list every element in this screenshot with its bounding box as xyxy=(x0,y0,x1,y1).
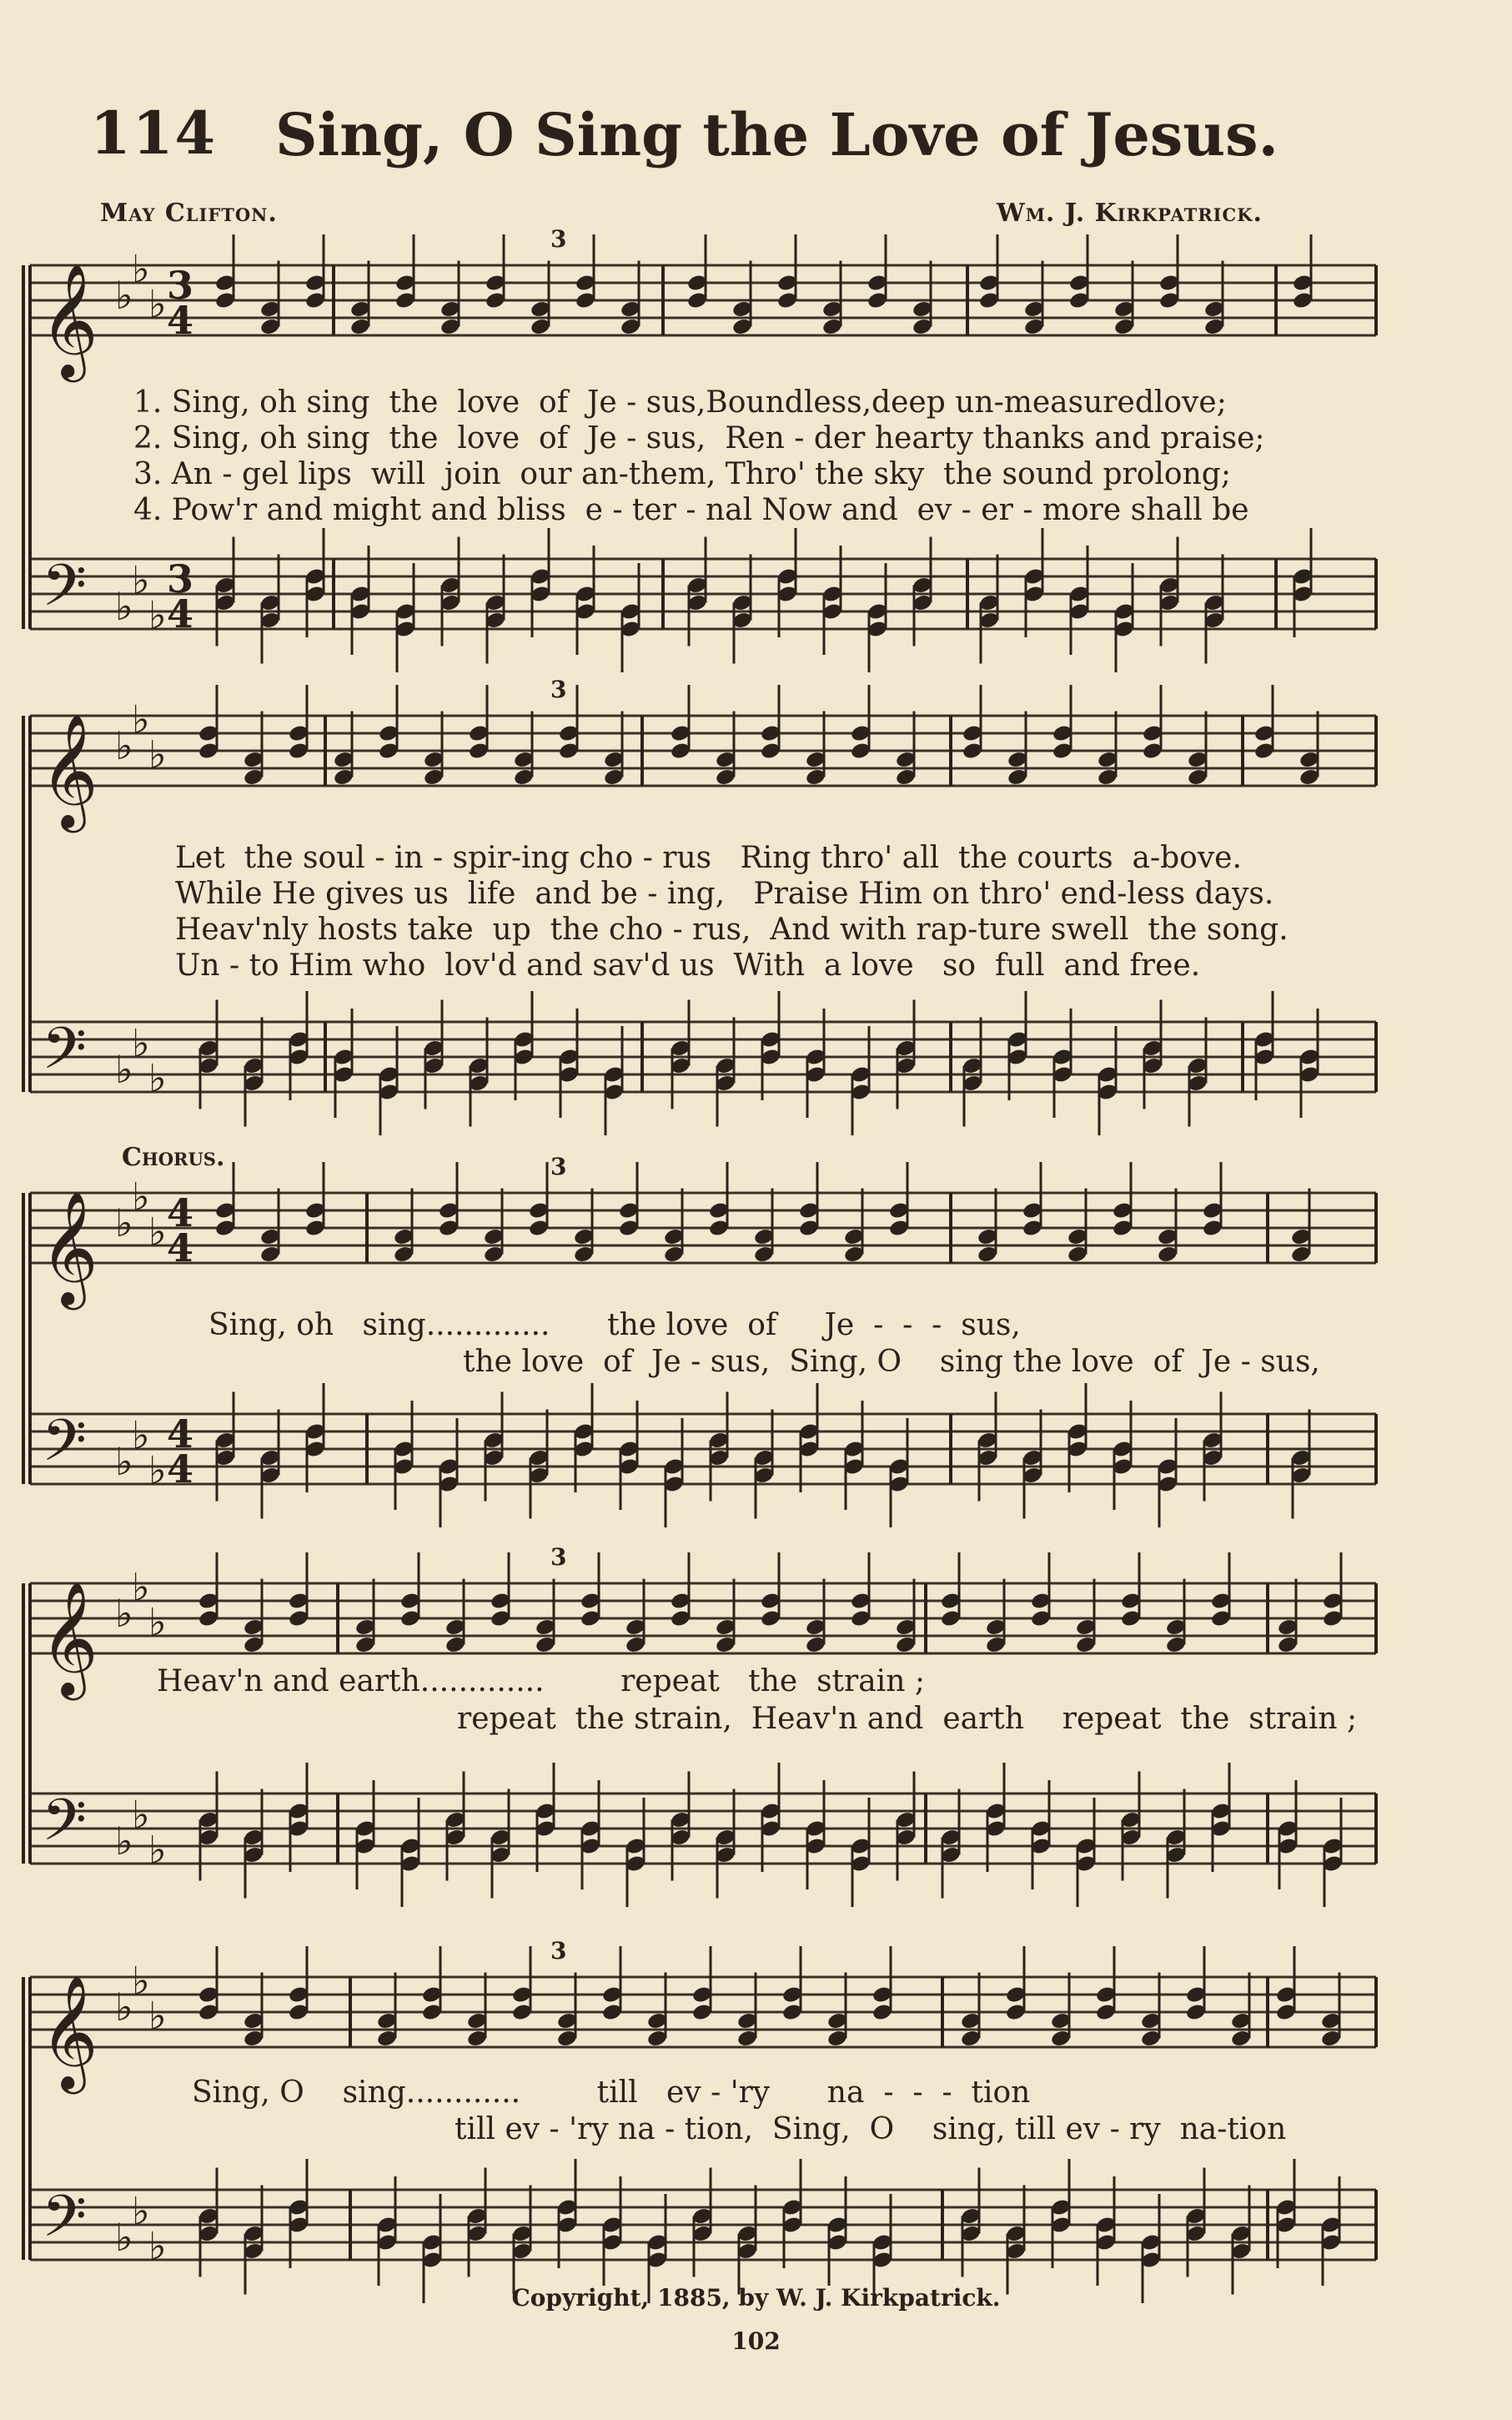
flat-icon: ♭ xyxy=(115,723,133,768)
flat-icon: ♭ xyxy=(148,732,167,777)
flat-icon: ♭ xyxy=(148,1599,167,1645)
triplet-mark: 3 xyxy=(550,1153,567,1180)
hymn-title: Sing, O Sing the Love of Jesus. xyxy=(275,100,1278,169)
flat-icon: ♭ xyxy=(132,557,150,603)
flat-icon: ♭ xyxy=(115,1047,133,1092)
chorus-lyric-2-lower: repeat the strain, Heav'n and earth repeat the strain ; xyxy=(457,1702,1358,1736)
verse-2-line-2: While He gives us life and be - ing, Praise Him on thro' end-less days. xyxy=(175,877,1274,911)
bass-clef-icon: 𝄢 xyxy=(42,551,88,633)
flat-icon: ♭ xyxy=(132,1958,150,2004)
bass-clef-icon: 𝄢 xyxy=(42,1406,88,1488)
verse-1-line-1: 1. Sing, oh sing the love of Je - sus,Boundless,deep un-measuredlove; xyxy=(133,385,1227,420)
copyright-notice: Copyright, 1885, by W. J. Kirkpatrick. xyxy=(511,2284,1001,2312)
flat-icon: ♭ xyxy=(115,584,133,629)
flat-icon: ♭ xyxy=(115,1985,133,2030)
bass-clef-icon: 𝄢 xyxy=(42,1786,88,1868)
flat-icon: ♭ xyxy=(148,1209,167,1255)
chorus-lyric-3-upper: Sing, O sing............ till ev - 'ry na - - - tion xyxy=(192,2075,1031,2110)
flat-icon: ♭ xyxy=(115,1200,133,1245)
flat-icon: ♭ xyxy=(132,2188,150,2234)
time-signature-top: 3 xyxy=(167,263,194,308)
verse-1-line-2: Let the soul - in - spir-ing cho - rus Ring thro' all the courts a-bove. xyxy=(175,841,1242,875)
flat-icon: ♭ xyxy=(148,592,167,638)
flat-icon: ♭ xyxy=(115,1591,133,1636)
verse-4-line-1: 4. Pow'r and might and bliss e - ter - nal Now and ev - er - more shall be xyxy=(133,493,1249,527)
flat-icon: ♭ xyxy=(148,281,167,327)
verse-3-line-2: Heav'nly hosts take up the cho - rus, And with rap-ture swell the song. xyxy=(175,913,1288,947)
verse-3-line-1: 3. An - gel lips will join our an-them, Thro' the sky the sound prolong; xyxy=(133,457,1231,491)
flat-icon: ♭ xyxy=(115,1439,133,1484)
bass-clef-icon: 𝄢 xyxy=(42,1014,88,1096)
verse-2-line-1: 2. Sing, oh sing the love of Je - sus, Ren - der hearty thanks and praise; xyxy=(133,421,1265,455)
chorus-lyric-1-lower: the love of Je - sus, Sing, O sing the love of Je - sus, xyxy=(463,1345,1320,1379)
time-signature-top: 4 xyxy=(167,1190,194,1235)
bass-clef-icon: 𝄢 xyxy=(42,2182,88,2264)
treble-clef-icon: 𝄞 xyxy=(40,1580,98,1695)
composer-credit: Wm. J. Kirkpatrick. xyxy=(997,199,1263,228)
flat-icon: ♭ xyxy=(132,1174,150,1220)
flat-icon: ♭ xyxy=(148,1827,167,1873)
time-signature-top: 3 xyxy=(167,556,194,601)
triplet-mark: 3 xyxy=(550,676,567,703)
time-signature-bottom: 4 xyxy=(167,591,194,636)
flat-icon: ♭ xyxy=(148,2223,167,2269)
flat-icon: ♭ xyxy=(148,1993,167,2039)
chorus-lyric-2-upper: Heav'n and earth............. repeat the strain ; xyxy=(157,1664,925,1698)
flat-icon: ♭ xyxy=(132,697,150,742)
flat-icon: ♭ xyxy=(132,1020,150,1066)
flat-icon: ♭ xyxy=(115,273,133,318)
treble-clef-icon: 𝄞 xyxy=(40,1190,98,1305)
verse-4-line-2: Un - to Him who lov'd and sav'd us With a love so full and free. xyxy=(175,948,1201,983)
chorus-label: Chorus. xyxy=(122,1143,225,1172)
triplet-mark: 3 xyxy=(550,225,567,253)
treble-clef-icon: 𝄞 xyxy=(40,712,98,828)
treble-clef-icon: 𝄞 xyxy=(40,1974,98,2089)
flat-icon: ♭ xyxy=(132,1792,150,1838)
time-signature-bottom: 4 xyxy=(167,298,194,343)
flat-icon: ♭ xyxy=(132,1564,150,1610)
flat-icon: ♭ xyxy=(132,1412,150,1458)
chorus-lyric-1-upper: Sing, oh sing............. the love of Je - - - sus, xyxy=(208,1308,1021,1342)
flat-icon: ♭ xyxy=(148,1447,167,1493)
chorus-lyric-3-lower: till ev - 'ry na - tion, Sing, O sing, till ev - ry na-tion xyxy=(455,2112,1287,2146)
flat-icon: ♭ xyxy=(115,2215,133,2260)
triplet-mark: 3 xyxy=(550,1937,567,1965)
triplet-mark: 3 xyxy=(550,1543,567,1571)
time-signature-top: 4 xyxy=(167,1411,194,1457)
treble-clef-icon: 𝄞 xyxy=(40,262,98,377)
flat-icon: ♭ xyxy=(132,246,150,292)
time-signature-bottom: 4 xyxy=(167,1446,194,1492)
hymn-number: 114 xyxy=(90,98,218,168)
page-number: 102 xyxy=(731,2327,781,2355)
lyricist-credit: May Clifton. xyxy=(100,199,278,228)
flat-icon: ♭ xyxy=(148,1055,167,1101)
flat-icon: ♭ xyxy=(115,1819,133,1864)
time-signature-bottom: 4 xyxy=(167,1225,194,1270)
